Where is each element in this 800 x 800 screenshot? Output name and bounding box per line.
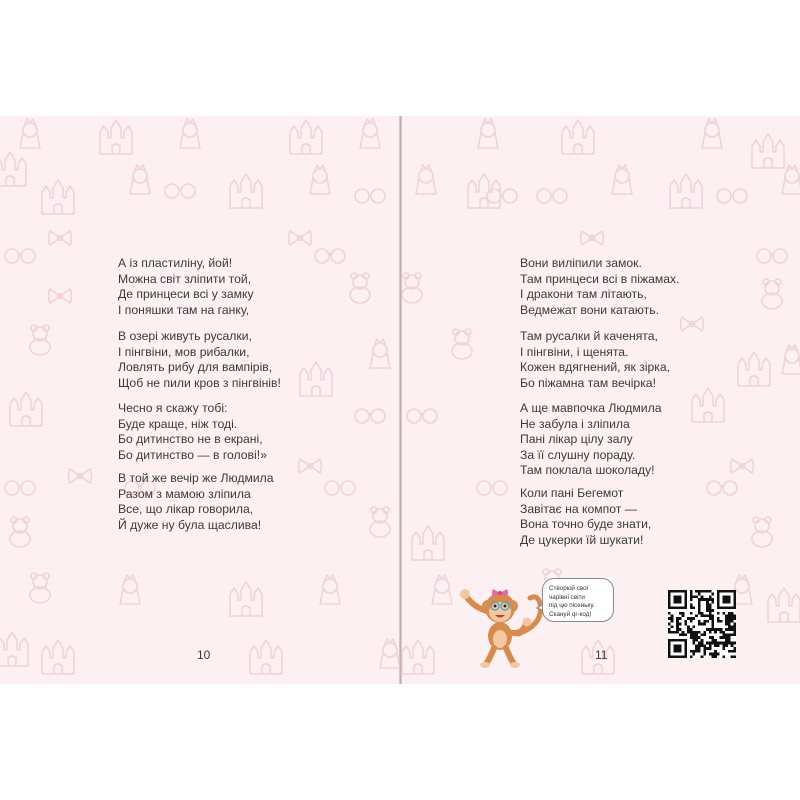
page-number-left: 10 [197, 648, 211, 662]
left-stanza-3 [118, 401, 267, 463]
poem-line: Завітає на компот — [520, 501, 637, 516]
poem-line: В той же вечір же Людмила [118, 471, 274, 485]
right-stanza-4 [520, 486, 651, 548]
poem-line: Можна світ зліпити той, [118, 271, 252, 286]
poem-line: Вони виліпили замок. [520, 256, 642, 270]
poem-line: І пінгвіни, мов рибалки, [118, 344, 250, 359]
poem-line: Чесно я скажу тобі: [118, 401, 228, 415]
right-stanza-1 [520, 256, 680, 318]
poem-line: А із пластиліну, йой! [118, 256, 233, 270]
poem-line: Бо дитинство — в голові!» [118, 447, 267, 462]
poem-line: Де цукерки їй шукати! [520, 532, 644, 547]
right-page [402, 116, 800, 684]
poem-line: Там поклала шоколаду! [520, 463, 655, 477]
poem-line: Де принцеси всі у замку [118, 287, 254, 301]
monkey-illustration [460, 584, 550, 668]
poem-line: Ведмежат вони катають. [520, 302, 659, 317]
poem-line: Бо дитинство не в екрані, [118, 432, 263, 446]
right-stanza-3 [520, 401, 661, 479]
poem-line: А ще мавпочка Людмила [520, 401, 662, 415]
poem-line: Кожен вдягнений, як зірка, [520, 360, 671, 374]
poem-line: І пінгвіни, і щенята. [520, 344, 629, 359]
poem-line: І поняшки там на ганку, [118, 302, 250, 317]
left-stanza-2 [118, 329, 281, 391]
left-stanza-1 [118, 256, 254, 318]
poem-line: Й дуже ну була щаслива! [118, 517, 262, 532]
poem-line: В озері живуть русалки, [118, 329, 252, 343]
speech-bubble [542, 578, 614, 622]
poem-line: Пані лікар цілу залу [520, 432, 633, 446]
poem-line: Бо піжамна там вечірка! [520, 375, 656, 390]
bubble-line: Створюй свої чарівні світи [549, 585, 589, 601]
poem-line: Разом з мамою зліпила [118, 486, 251, 501]
poem-line: Вона точно буде знати, [520, 517, 652, 531]
page-number-right: 11 [595, 648, 608, 662]
poem-line: Не забула і зліпила [520, 416, 630, 431]
bubble-line: Скануй qr-код! [549, 610, 592, 618]
left-stanza-4 [118, 471, 274, 533]
left-page [0, 116, 399, 684]
poem-line: Там принцеси всі в піжамах. [520, 271, 680, 286]
qr-code[interactable] [668, 590, 736, 658]
poem-line: Там русалки й каченята, [520, 329, 658, 343]
poem-line: Ловлять рибу для вампірів, [118, 360, 273, 374]
poem-line: За її слушну пораду. [520, 447, 636, 462]
bubble-line: під цю пісеньку. [549, 602, 595, 609]
poem-line: І дракони там літають, [520, 287, 647, 301]
book-spread [0, 116, 800, 684]
poem-line: Буде краще, ніж тоді. [118, 416, 238, 431]
right-stanza-2 [520, 329, 670, 391]
poem-line: Коли пані Бегемот [520, 486, 624, 500]
poem-line: Все, що лікар говорила, [118, 502, 254, 516]
poem-line: Щоб не пили кров з пінгвінів! [118, 375, 281, 390]
background-pattern [0, 116, 399, 684]
